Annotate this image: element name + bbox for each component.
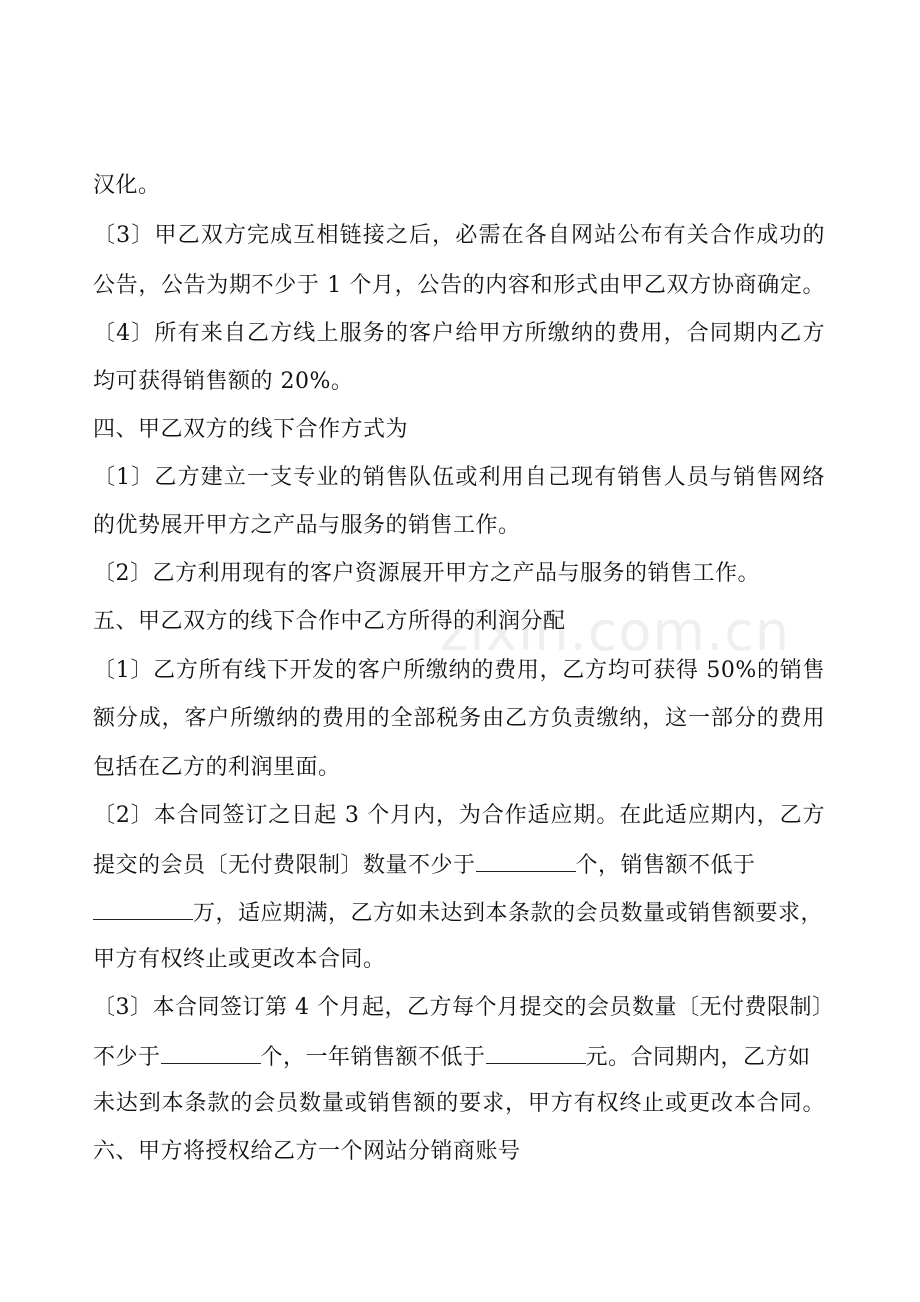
section-heading: 六、甲方将授权给乙方一个网站分销商账号 [93, 1139, 521, 1164]
fill-in-blank[interactable] [476, 849, 576, 872]
text-line: 〔3〕甲乙双方完成互相链接之后，必需在各自网站公布有关合作成功的 [93, 223, 825, 248]
fill-in-blank[interactable] [161, 1041, 261, 1064]
text-line: 汉化。 [93, 173, 161, 198]
text-line: 〔2〕本合同签订之日起 3 个月内，为合作适应期。在此适应期内，乙方 [93, 803, 825, 828]
text-line: 〔4〕所有来自乙方线上服务的客户给甲方所缴纳的费用，合同期内乙方 [93, 321, 825, 346]
section-heading: 五、甲乙双方的线下合作中乙方所得的利润分配 [93, 609, 566, 634]
text-segment: 元。合同期内，乙方如 [585, 1045, 811, 1070]
section-heading: 四、甲乙双方的线下合作方式为 [93, 417, 409, 442]
text-segment: 万，适应期满，乙方如未达到本条款的会员数量或销售额要求， [193, 901, 824, 926]
text-segment: 个，一年销售额不低于 [260, 1045, 486, 1070]
text-segment: 提交的会员〔无付费限制〕数量不少于 [93, 853, 476, 878]
text-line: 〔2〕乙方利用现有的客户资源展开甲方之产品与服务的销售工作。 [93, 561, 760, 586]
text-line: 包括在乙方的利润里面。 [93, 755, 341, 780]
text-line: 未达到本条款的会员数量或销售额的要求，甲方有权终止或更改本合同。 [93, 1091, 825, 1116]
watermark: zixin.com.cn [440, 600, 791, 663]
text-line: 〔1〕乙方所有线下开发的客户所缴纳的费用，乙方均可获得 50%的销售 [93, 658, 825, 683]
fill-in-blank[interactable] [486, 1041, 586, 1064]
text-line: 〔3〕本合同签订第 4 个月起，乙方每个月提交的会员数量〔无付费限制〕 [93, 995, 835, 1020]
text-line: 均可获得销售额的 20%。 [93, 369, 354, 394]
text-line-with-blanks [93, 849, 756, 879]
text-line: 公告，公告为期不少于 1 个月，公告的内容和形式由甲乙双方协商确定。 [93, 273, 825, 298]
text-line-with-blanks [93, 1041, 811, 1071]
text-line: 甲方有权终止或更改本合同。 [93, 947, 386, 972]
text-segment: 个，销售额不低于 [575, 853, 756, 878]
text-line: 额分成，客户所缴纳的费用的全部税务由乙方负责缴纳，这一部分的费用 [93, 706, 825, 731]
text-line-with-blanks [93, 897, 823, 927]
text-line: 的优势展开甲方之产品与服务的销售工作。 [93, 513, 521, 538]
text-segment: 不少于 [93, 1045, 161, 1070]
fill-in-blank[interactable] [93, 897, 193, 920]
text-line: 〔1〕乙方建立一支专业的销售队伍或利用自己现有销售人员与销售网络 [93, 465, 825, 490]
